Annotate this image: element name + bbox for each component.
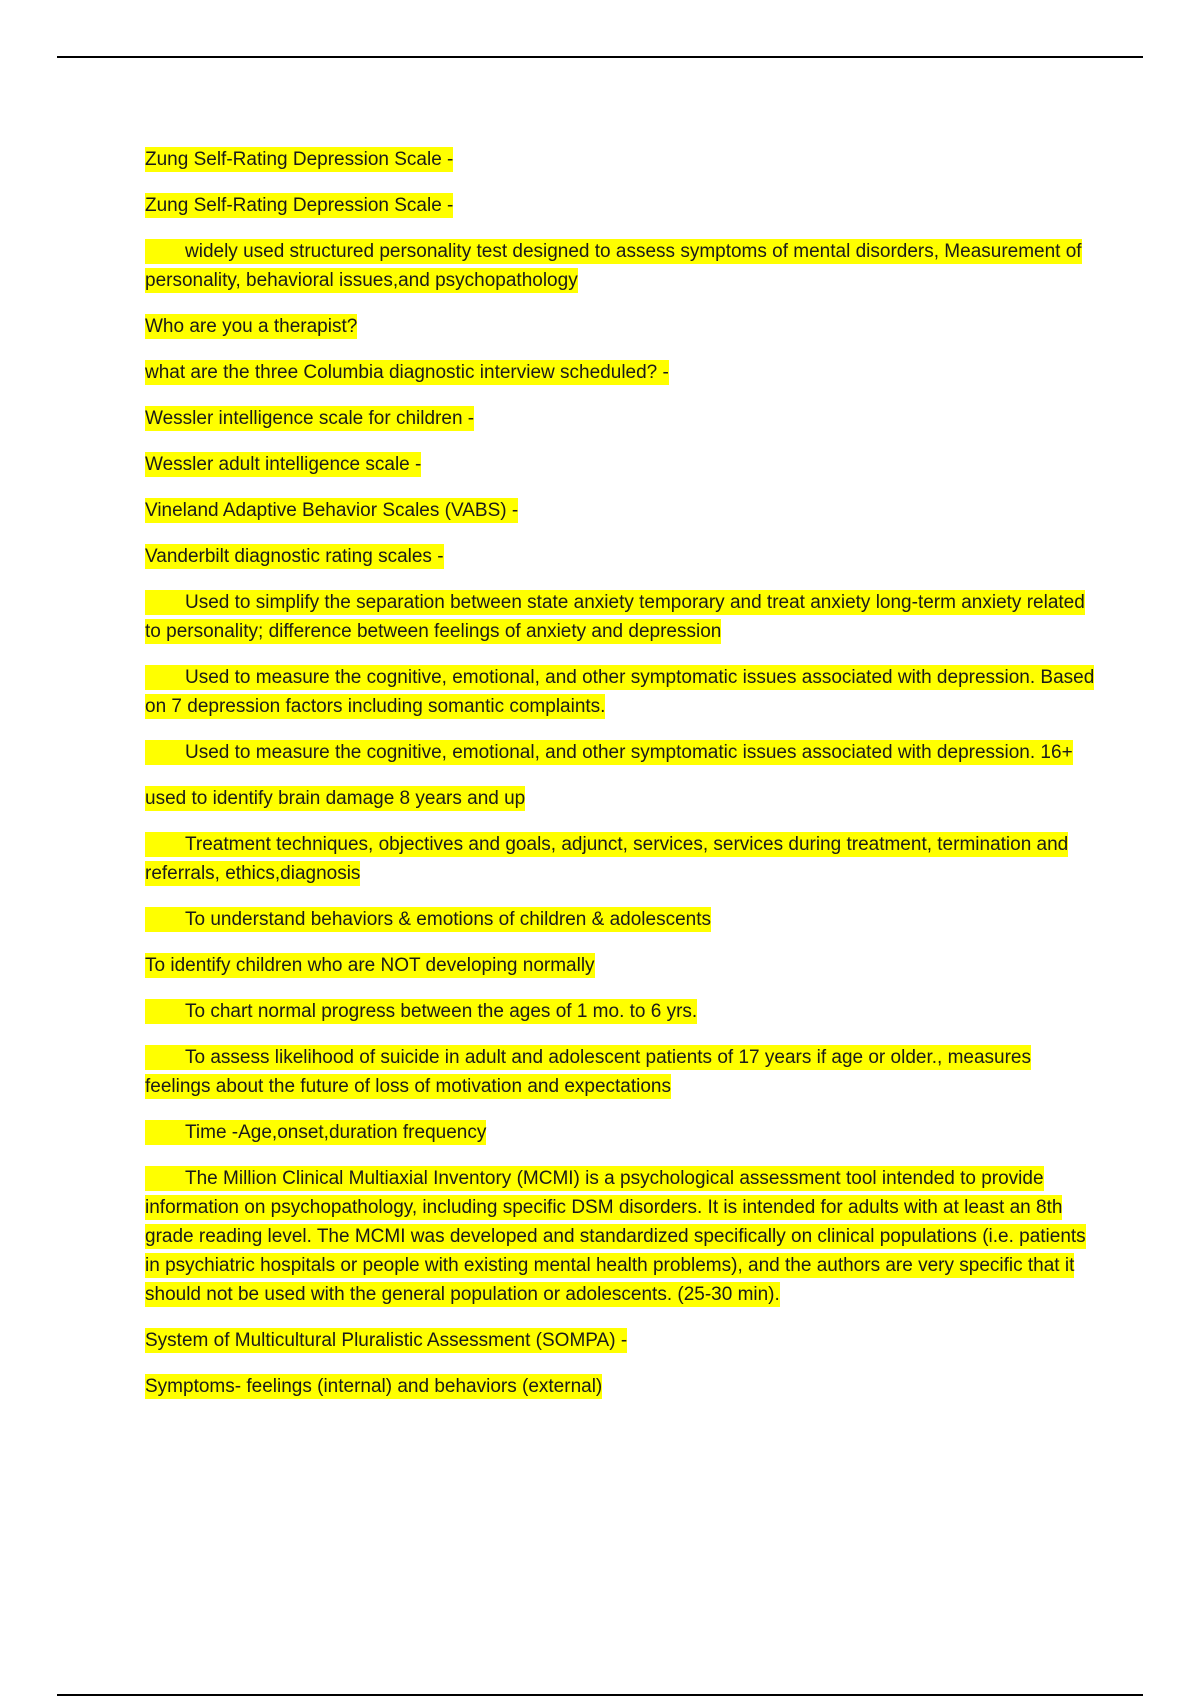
entry: [145, 191, 1095, 220]
entry-text: Symptoms- feelings (internal) and behaviors (external): [145, 1376, 603, 1397]
entry: [145, 1118, 1095, 1147]
document-body: [145, 145, 1095, 1418]
entry-text: Used to simplify the separation between state anxiety temporary and treat anxiety long-term anxiety related to personality; difference between feelings of anxiety and depression: [145, 592, 1085, 642]
entry-text: Who are you a therapist?: [145, 316, 358, 337]
entry: [145, 663, 1095, 721]
entry: [145, 1164, 1095, 1309]
entry: [145, 738, 1095, 767]
entry-text: Used to measure the cognitive, emotional, and other symptomatic issues associated with depression. Based on 7 depression factors including somantic complaints.: [145, 667, 1095, 717]
entry: [145, 450, 1095, 479]
entry-text: Wessler adult intelligence scale -: [145, 454, 422, 475]
entry-text: used to identify brain damage 8 years and up: [145, 788, 526, 809]
entry-text: Zung Self-Rating Depression Scale -: [145, 149, 454, 170]
entry: [145, 496, 1095, 525]
entry-text: Time -Age,onset,duration frequency: [185, 1122, 487, 1143]
entry-text: The Million Clinical Multiaxial Inventory (MCMI) is a psychological assessment tool intended to provide information on psychopathology, including specific DSM disorders. It is intended for adults with at least an 8th grade reading level. The MCMI was developed and standardized specifically on clinical populations (i.e. patients in psychiatric hospitals or people with existing mental health problems), and the authors are very specific that it should not be used with the general population or adolescents. (25-30 min).: [145, 1168, 1086, 1305]
entry: [145, 784, 1095, 813]
entry-text: To understand behaviors & emotions of children & adolescents: [185, 909, 711, 930]
entry: [145, 145, 1095, 174]
footer-rule: [57, 1694, 1143, 1696]
entry-text: Vanderbilt diagnostic rating scales -: [145, 546, 444, 567]
entry-text: Treatment techniques, objectives and goals, adjunct, services, services during treatment, termination and referrals, ethics,diagnosis: [145, 834, 1069, 884]
entry: [145, 905, 1095, 934]
entry: [145, 1372, 1095, 1401]
entry: [145, 312, 1095, 341]
entry-text: widely used structured personality test designed to assess symptoms of mental disorders, Measurement of personality, behavioral issues,and psychopathology: [145, 241, 1082, 291]
entry: [145, 358, 1095, 387]
entry: [145, 1326, 1095, 1355]
entry-text: Wessler intelligence scale for children -: [145, 408, 475, 429]
entry: [145, 237, 1095, 295]
entry: [145, 1043, 1095, 1101]
entry: [145, 404, 1095, 433]
entry-text: System of Multicultural Pluralistic Assessment (SOMPA) -: [145, 1330, 628, 1351]
entry-text: To identify children who are NOT developing normally: [145, 955, 595, 976]
entry-text: what are the three Columbia diagnostic interview scheduled? -: [145, 362, 669, 383]
entry: [145, 951, 1095, 980]
entry: [145, 542, 1095, 571]
entry: [145, 830, 1095, 888]
entry: [145, 588, 1095, 646]
entry-text: To assess likelihood of suicide in adult and adolescent patients of 17 years if age or older., measures feelings about the future of loss of motivation and expectations: [145, 1047, 1032, 1097]
entry-text: Used to measure the cognitive, emotional, and other symptomatic issues associated with depression. 16+: [185, 742, 1073, 763]
entry-text: Zung Self-Rating Depression Scale -: [145, 195, 454, 216]
entry-text: To chart normal progress between the ages of 1 mo. to 6 yrs.: [185, 1001, 698, 1022]
entry-text: Vineland Adaptive Behavior Scales (VABS) -: [145, 500, 519, 521]
header-rule: [57, 56, 1143, 58]
entry: [145, 997, 1095, 1026]
